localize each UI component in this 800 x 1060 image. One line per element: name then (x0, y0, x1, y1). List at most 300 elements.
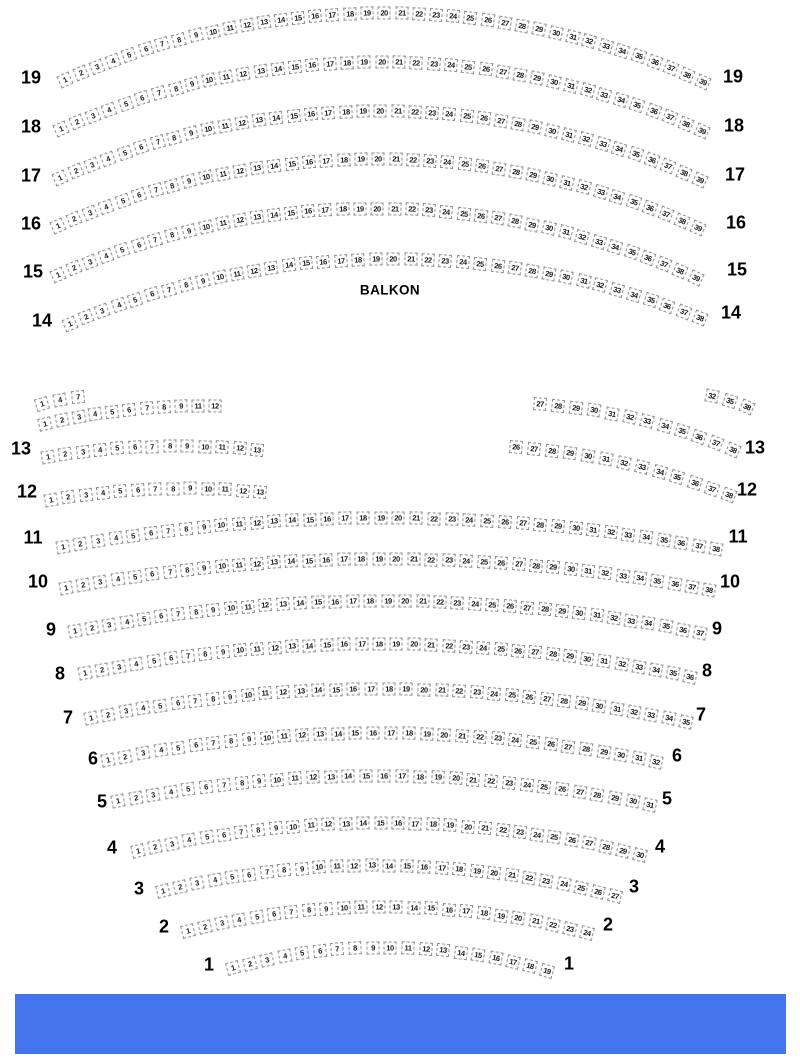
seat[interactable]: 29 (526, 167, 541, 182)
seat[interactable]: 13 (313, 727, 327, 741)
seat[interactable]: 8 (180, 563, 194, 577)
seat[interactable]: 29 (542, 266, 557, 281)
seat[interactable]: 16 (304, 107, 318, 121)
seat[interactable]: 19 (470, 863, 484, 877)
seat[interactable]: 31 (581, 564, 595, 578)
seat[interactable]: 10 (223, 601, 237, 615)
seat[interactable]: 3 (112, 659, 127, 674)
seat[interactable]: 2 (118, 749, 133, 764)
seat[interactable]: 6 (131, 483, 145, 497)
seat[interactable]: 9 (181, 440, 194, 453)
seat[interactable]: 2 (242, 956, 258, 972)
seat[interactable]: 21 (392, 56, 405, 69)
seat[interactable]: 3 (118, 704, 133, 719)
seat[interactable]: 8 (164, 227, 180, 243)
seat[interactable]: 17 (339, 512, 352, 525)
seat[interactable]: 1 (34, 396, 50, 412)
seat[interactable]: 23 (423, 154, 437, 168)
seat[interactable]: 10 (198, 219, 213, 234)
seat[interactable]: 22 (433, 595, 446, 608)
seat[interactable]: 33 (621, 527, 636, 542)
seat[interactable]: 21 (388, 202, 401, 215)
seat[interactable]: 14 (407, 901, 420, 914)
seat[interactable]: 18 (364, 594, 377, 607)
seat[interactable]: 30 (581, 449, 596, 464)
seat[interactable]: 8 (163, 440, 176, 453)
seat[interactable]: 22 (427, 512, 440, 525)
seat[interactable]: 4 (277, 949, 292, 964)
seat[interactable]: 7 (148, 182, 164, 198)
seat[interactable]: 10 (233, 643, 247, 657)
seat[interactable]: 16 (308, 9, 322, 23)
seat[interactable]: 26 (590, 884, 606, 900)
seat[interactable]: 25 (494, 642, 508, 656)
seat[interactable]: 31 (565, 29, 581, 45)
seat[interactable]: 21 (478, 821, 492, 835)
seat[interactable]: 24 (446, 9, 460, 23)
seat[interactable]: 10 (312, 860, 326, 874)
seat[interactable]: 14 (293, 596, 307, 610)
seat[interactable]: 30 (548, 25, 564, 41)
seat[interactable]: 4 (119, 614, 134, 629)
seat[interactable]: 36 (674, 535, 689, 550)
seat[interactable]: 1 (61, 315, 78, 332)
seat[interactable]: 9 (181, 223, 197, 239)
seat[interactable]: 15 (291, 10, 305, 24)
seat[interactable]: 16 (338, 638, 351, 651)
seat[interactable]: 6 (122, 403, 136, 417)
seat[interactable]: 7 (150, 134, 166, 150)
seat[interactable]: 23 (470, 685, 484, 699)
seat[interactable]: 35 (669, 469, 685, 485)
seat[interactable]: 17 (334, 254, 348, 268)
seat[interactable]: 25 (537, 780, 552, 795)
seat[interactable]: 38 (738, 398, 755, 415)
seat[interactable]: 35 (650, 573, 665, 588)
seat[interactable]: 2 (72, 65, 89, 82)
seat[interactable]: 14 (342, 770, 355, 783)
seat[interactable]: 34 (652, 464, 668, 480)
seat[interactable]: 6 (138, 41, 154, 57)
seat[interactable]: 5 (127, 291, 143, 307)
seat[interactable]: 16 (488, 951, 503, 966)
seat[interactable]: 24 (519, 778, 533, 792)
seat[interactable]: 6 (188, 738, 203, 753)
seat[interactable]: 4 (98, 247, 115, 264)
seat[interactable]: 23 (513, 825, 528, 840)
seat[interactable]: 32 (598, 566, 613, 581)
seat[interactable]: 31 (563, 78, 579, 94)
seat[interactable]: 11 (218, 483, 232, 497)
seat[interactable]: 25 (477, 555, 491, 569)
seat[interactable]: 31 (631, 751, 646, 766)
seat[interactable]: 35 (643, 292, 659, 308)
seat[interactable]: 10 (337, 901, 351, 915)
seat[interactable]: 7 (234, 825, 249, 840)
seat[interactable]: 3 (146, 787, 161, 802)
seat[interactable]: 32 (627, 704, 642, 719)
seat[interactable]: 16 (302, 155, 316, 169)
seat[interactable]: 8 (179, 522, 193, 536)
seat[interactable]: 24 (440, 155, 454, 169)
seat[interactable]: 9 (183, 126, 199, 142)
seat[interactable]: 9 (206, 603, 220, 617)
seat[interactable]: 34 (641, 616, 656, 631)
seat[interactable]: 17 (321, 106, 335, 120)
seat[interactable]: 4 (111, 297, 128, 314)
seat[interactable]: 10 (205, 24, 221, 40)
seat[interactable]: 21 (424, 638, 437, 651)
seat[interactable]: 17 (384, 726, 397, 739)
seat[interactable]: 10 (241, 688, 255, 702)
seat[interactable]: 1 (51, 169, 68, 186)
seat[interactable]: 18 (343, 7, 357, 21)
seat[interactable]: 39 (691, 171, 708, 188)
seat[interactable]: 2 (172, 879, 187, 894)
seat[interactable]: 5 (117, 96, 133, 112)
seat[interactable]: 11 (330, 860, 344, 874)
seat[interactable]: 1 (67, 623, 82, 638)
seat[interactable]: 31 (561, 127, 577, 143)
seat[interactable]: 34 (648, 663, 663, 678)
seat[interactable]: 37 (656, 256, 673, 273)
seat[interactable]: 1 (56, 71, 73, 88)
seat[interactable]: 3 (190, 876, 205, 891)
seat[interactable]: 2 (61, 490, 76, 505)
seat[interactable]: 11 (215, 440, 229, 454)
seat[interactable]: 19 (390, 637, 403, 650)
seat[interactable]: 3 (164, 836, 179, 851)
seat[interactable]: 1 (155, 883, 171, 899)
seat[interactable]: 18 (426, 817, 440, 831)
seat[interactable]: 19 (400, 683, 413, 696)
seat[interactable]: 38 (708, 541, 723, 556)
seat[interactable]: 11 (219, 69, 234, 84)
seat[interactable]: 2 (58, 447, 73, 462)
seat[interactable]: 17 (319, 154, 333, 168)
seat[interactable]: 36 (647, 54, 664, 71)
seat[interactable]: 20 (374, 104, 387, 117)
seat[interactable]: 5 (121, 47, 137, 63)
seat[interactable]: 4 (182, 833, 197, 848)
seat[interactable]: 4 (52, 392, 67, 407)
seat[interactable]: 16 (316, 255, 330, 269)
seat[interactable]: 1 (180, 923, 196, 939)
seat[interactable]: 33 (591, 234, 607, 250)
seat[interactable]: 4 (93, 443, 107, 457)
seat[interactable]: 11 (401, 941, 415, 955)
seat[interactable]: 11 (304, 818, 318, 832)
seat[interactable]: 8 (224, 734, 238, 748)
seat[interactable]: 7 (181, 649, 196, 664)
seat[interactable]: 6 (133, 139, 149, 155)
seat[interactable]: 11 (277, 729, 291, 743)
seat[interactable]: 3 (94, 303, 111, 320)
seat[interactable]: 25 (460, 109, 474, 123)
seat[interactable]: 28 (545, 443, 560, 458)
seat[interactable]: 34 (607, 239, 623, 255)
seat[interactable]: 21 (528, 914, 543, 929)
seat[interactable]: 25 (461, 60, 475, 74)
seat[interactable]: 32 (704, 388, 719, 403)
seat[interactable]: 19 (494, 908, 509, 923)
seat[interactable]: 22 (484, 774, 498, 788)
seat[interactable]: 13 (436, 943, 450, 957)
seat[interactable]: 9 (223, 690, 237, 704)
seat[interactable]: 9 (181, 174, 197, 190)
seat[interactable]: 17 (459, 904, 473, 918)
seat[interactable]: 18 (373, 637, 386, 650)
seat[interactable]: 19 (539, 963, 555, 979)
seat[interactable]: 32 (604, 525, 619, 540)
seat[interactable]: 10 (214, 518, 228, 532)
seat[interactable]: 18 (340, 56, 354, 70)
seat[interactable]: 1 (43, 492, 58, 507)
seat[interactable]: 12 (236, 66, 251, 81)
seat[interactable]: 15 (284, 156, 298, 170)
seat[interactable]: 29 (575, 696, 590, 711)
seat[interactable]: 17 (505, 954, 521, 970)
seat[interactable]: 2 (76, 577, 91, 592)
seat[interactable]: 27 (528, 645, 542, 659)
seat[interactable]: 26 (509, 440, 523, 454)
seat[interactable]: 32 (574, 229, 590, 245)
seat[interactable]: 5 (249, 910, 264, 925)
seat[interactable]: 1 (55, 539, 70, 554)
seat[interactable]: 5 (153, 698, 168, 713)
seat[interactable]: 33 (624, 613, 639, 628)
seat[interactable]: 1 (77, 665, 92, 680)
seat[interactable]: 36 (641, 200, 658, 217)
seat[interactable]: 4 (100, 150, 117, 167)
seat[interactable]: 34 (633, 571, 648, 586)
seat[interactable]: 9 (185, 77, 201, 93)
seat[interactable]: 10 (215, 559, 229, 573)
seat[interactable]: 10 (198, 170, 213, 185)
seat[interactable]: 16 (442, 903, 456, 917)
seat[interactable]: 37 (662, 109, 679, 126)
seat[interactable]: 27 (540, 692, 554, 706)
seat[interactable]: 12 (321, 817, 335, 831)
seat[interactable]: 15 (303, 513, 317, 527)
seat[interactable]: 30 (542, 171, 558, 187)
seat[interactable]: 15 (360, 769, 373, 782)
seat[interactable]: 11 (241, 600, 255, 614)
seat[interactable]: 13 (390, 900, 403, 913)
seat[interactable]: 9 (319, 902, 333, 916)
seat[interactable]: 30 (586, 403, 601, 418)
seat[interactable]: 12 (306, 771, 320, 785)
seat[interactable]: 6 (143, 526, 158, 541)
seat[interactable]: 1 (100, 752, 115, 767)
seat[interactable]: 35 (656, 532, 671, 547)
seat[interactable]: 31 (559, 175, 575, 191)
seat[interactable]: 29 (615, 843, 631, 859)
seat[interactable]: 26 (494, 556, 508, 570)
seat[interactable]: 10 (270, 773, 284, 787)
seat[interactable]: 13 (267, 555, 281, 569)
seat[interactable]: 24 (508, 733, 522, 747)
seat[interactable]: 19 (369, 253, 382, 266)
seat[interactable]: 7 (151, 85, 167, 101)
seat[interactable]: 17 (323, 57, 337, 71)
seat[interactable]: 23 (439, 254, 453, 268)
seat[interactable]: 29 (529, 70, 544, 85)
seat[interactable]: 24 (442, 107, 456, 121)
seat[interactable]: 5 (171, 740, 186, 755)
seat[interactable]: 19 (443, 818, 457, 832)
seat[interactable]: 17 (319, 203, 333, 217)
seat[interactable]: 15 (288, 59, 302, 73)
seat[interactable]: 1 (52, 120, 69, 137)
seat[interactable]: 19 (360, 7, 373, 20)
seat[interactable]: 26 (490, 258, 505, 273)
seat[interactable]: 14 (331, 727, 344, 740)
seat[interactable]: 26 (511, 643, 525, 657)
seat[interactable]: 8 (157, 400, 171, 414)
seat[interactable]: 11 (217, 118, 232, 133)
seat[interactable]: 21 (395, 7, 408, 20)
seat[interactable]: 35 (627, 146, 644, 163)
seat[interactable]: 15 (425, 902, 439, 916)
seat[interactable]: 37 (692, 625, 707, 640)
seat[interactable]: 36 (643, 152, 660, 169)
seat[interactable]: 8 (189, 605, 203, 619)
seat[interactable]: 31 (558, 224, 574, 240)
seat[interactable]: 22 (405, 203, 419, 217)
seat[interactable]: 12 (233, 163, 248, 178)
seat[interactable]: 2 (128, 790, 143, 805)
seat[interactable]: 30 (580, 651, 595, 666)
seat[interactable]: 15 (329, 683, 342, 696)
seat[interactable]: 7 (284, 905, 298, 919)
seat[interactable]: 24 (444, 58, 458, 72)
seat[interactable]: 30 (564, 562, 578, 576)
seat[interactable]: 29 (524, 217, 539, 232)
seat[interactable]: 36 (675, 622, 690, 637)
seat[interactable]: 32 (607, 611, 622, 626)
seat[interactable]: 9 (184, 482, 197, 495)
seat[interactable]: 36 (686, 474, 702, 490)
seat[interactable]: 15 (374, 816, 387, 829)
seat[interactable]: 6 (134, 90, 150, 106)
seat[interactable]: 20 (511, 911, 526, 926)
seat[interactable]: 6 (144, 286, 160, 302)
seat[interactable]: 16 (378, 769, 391, 782)
seat[interactable]: 14 (383, 859, 396, 872)
seat[interactable]: 33 (596, 87, 612, 103)
seat[interactable]: 14 (273, 12, 288, 27)
seat[interactable]: 2 (65, 211, 82, 228)
seat[interactable]: 29 (528, 119, 543, 134)
seat[interactable]: 27 (490, 211, 505, 226)
seat[interactable]: 7 (161, 524, 175, 538)
seat[interactable]: 12 (247, 263, 262, 278)
seat[interactable]: 38 (721, 487, 738, 504)
seat[interactable]: 7 (206, 736, 220, 750)
seat[interactable]: 32 (593, 278, 609, 294)
seat[interactable]: 5 (181, 782, 196, 797)
seat[interactable]: 12 (233, 441, 247, 455)
seat[interactable]: 26 (564, 833, 579, 848)
seat[interactable]: 15 (302, 554, 316, 568)
seat[interactable]: 8 (166, 130, 182, 146)
seat[interactable]: 18 (337, 153, 351, 167)
seat[interactable]: 15 (471, 948, 486, 963)
seat[interactable]: 37 (704, 480, 721, 497)
seat[interactable]: 23 (422, 204, 436, 218)
seat[interactable]: 10 (260, 731, 274, 745)
seat[interactable]: 22 (410, 56, 424, 70)
seat[interactable]: 7 (162, 565, 176, 579)
seat[interactable]: 35 (658, 619, 673, 634)
seat[interactable]: 26 (498, 515, 512, 529)
seat[interactable]: 13 (250, 161, 265, 176)
seat[interactable]: 13 (250, 443, 264, 457)
seat[interactable]: 7 (161, 282, 177, 298)
seat[interactable]: 25 (547, 830, 562, 845)
seat[interactable]: 22 (421, 253, 435, 267)
seat[interactable]: 12 (372, 900, 385, 913)
seat[interactable]: 19 (372, 552, 385, 565)
seat[interactable]: 35 (623, 244, 640, 261)
seat[interactable]: 37 (660, 158, 677, 175)
seat[interactable]: 30 (546, 74, 562, 90)
seat[interactable]: 28 (512, 67, 527, 82)
seat[interactable]: 5 (105, 405, 120, 420)
seat[interactable]: 26 (478, 62, 493, 77)
seat[interactable]: 6 (154, 609, 169, 624)
seat[interactable]: 7 (148, 482, 161, 495)
seat[interactable]: 7 (147, 231, 163, 247)
seat[interactable]: 17 (337, 553, 350, 566)
seat[interactable]: 37 (708, 435, 725, 452)
seat[interactable]: 17 (435, 861, 449, 875)
seat[interactable]: 17 (365, 682, 378, 695)
seat[interactable]: 7 (171, 607, 186, 622)
seat[interactable]: 23 (562, 921, 578, 937)
seat[interactable]: 22 (406, 153, 420, 167)
seat[interactable]: 29 (607, 790, 622, 805)
seat[interactable]: 3 (135, 746, 150, 761)
seat[interactable]: 33 (598, 38, 614, 54)
seat[interactable]: 31 (589, 608, 604, 623)
seat[interactable]: 30 (544, 123, 560, 139)
seat[interactable]: 27 (581, 836, 596, 851)
seat[interactable]: 20 (407, 638, 420, 651)
seat[interactable]: 9 (195, 273, 211, 289)
seat[interactable]: 31 (597, 654, 612, 669)
seat[interactable]: 29 (596, 745, 611, 760)
seat[interactable]: 9 (174, 400, 187, 413)
seat[interactable]: 12 (232, 213, 247, 228)
seat[interactable]: 6 (312, 944, 326, 958)
seat[interactable]: 35 (629, 97, 646, 114)
seat[interactable]: 24 (456, 255, 470, 269)
seat[interactable]: 4 (96, 486, 110, 500)
seat[interactable]: 28 (507, 214, 522, 229)
seat[interactable]: 20 (390, 552, 403, 565)
seat[interactable]: 1 (130, 843, 146, 859)
seat[interactable]: 30 (592, 698, 607, 713)
seat[interactable]: 13 (267, 514, 281, 528)
seat[interactable]: 20 (392, 511, 405, 524)
seat[interactable]: 34 (657, 418, 673, 434)
seat[interactable]: 21 (410, 512, 423, 525)
seat[interactable]: 5 (114, 242, 130, 258)
seat[interactable]: 14 (356, 816, 369, 829)
seat[interactable]: 19 (353, 202, 366, 215)
